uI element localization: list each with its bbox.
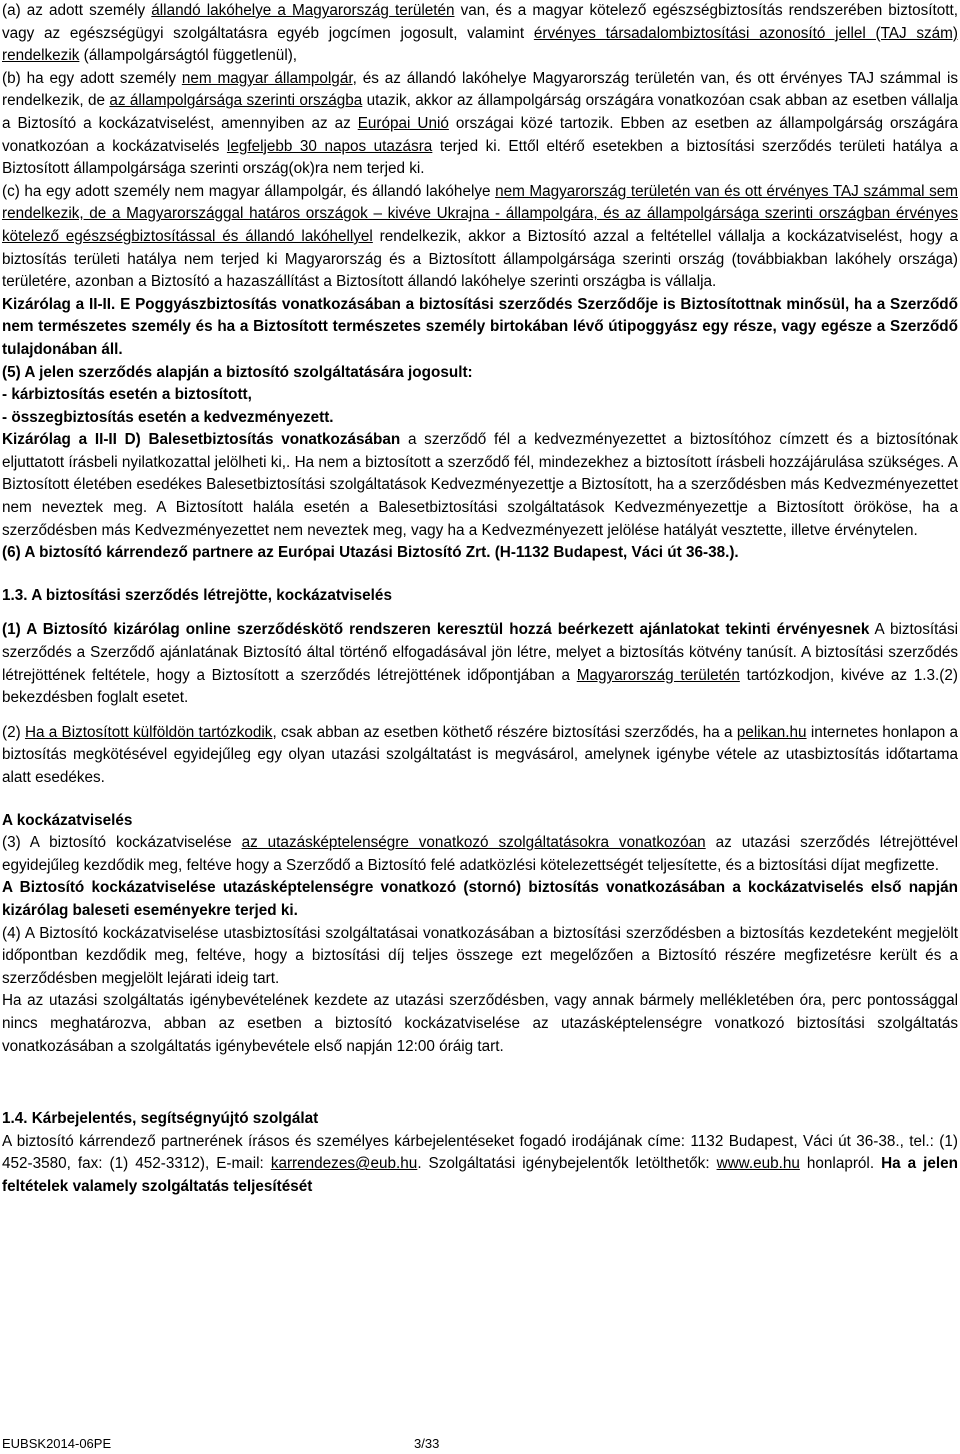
document-paragraph	[2, 0, 958, 68]
document-paragraph	[2, 585, 958, 608]
text-run: (4) A Biztosító kockázatviselése utasbiztosítási szolgáltatásai vonatkozásában a biztosítási szerződésben a biztosítás kezdeteként megjelölt időpontban kezdődik meg, feltéve, hogy a biztosítási díj teljes összege ezt megelőzően a Biztosító részére megfizetésre került és a szerződésben megjelölt lejárati ideig tart.	[2, 924, 958, 987]
document-paragraph	[2, 181, 958, 294]
underlined-text: Európai Unió	[357, 114, 449, 132]
bold-text: A Biztosító kockázatviselése utazásképtelenségre vonatkozó (stornó) biztosítás vonatkozásában a kockázatviselés első napján kizárólag baleseti eseményekre terjed ki.	[2, 879, 958, 919]
text-run: (2)	[2, 723, 25, 741]
document-paragraph	[2, 990, 958, 1058]
document-paragraph	[2, 362, 958, 385]
text-run: internetes honlapon a biztosítás megkötésével egyidejűleg egy olyan utazási szolgáltatást is megvásárol, amelynek igénybe vétele az utasbiztosítás időtartama alatt esedékes.	[2, 723, 958, 786]
document-paragraph	[2, 810, 958, 833]
bold-text: - kárbiztosítás esetén a biztosított,	[2, 386, 252, 404]
document-paragraph	[2, 722, 958, 790]
text-run: honlapról.	[799, 1155, 882, 1173]
text-run: Ha az utazási szolgáltatás igénybevételének kezdete az utazási szerződésben, vagy annak bármely mellékletében óra, perc pontossággal nincs meghatározva, abban az esetben a biztosító kockázatviselése az utazásképtelenségre vonatkozó biztosítási szolgáltatás vonatkozásában a szolgáltatás igénybevétele első napján 12:00 óráig tart.	[2, 992, 958, 1055]
underlined-text: az utazásképtelenségre vonatkozó szolgáltatásokra vonatkozóan	[241, 834, 706, 852]
text-run: (b) ha egy adott személy	[2, 69, 182, 87]
bold-text: Kizárólag a II-II. E Poggyászbiztosítás vonatkozásában a biztosítási szerződés Szerződője is Biztosítottnak minősül, ha a Szerződő nem természetes személy és ha a Biztosított természetes személy birtokában lévő útipoggyász egy része, vagy egésze a Szerződő tulajdonában áll.	[2, 295, 958, 358]
underlined-text: pelikan.hu	[736, 723, 807, 741]
text-run: , csak abban az esetben köthető részére biztosítási szerződés, ha a	[272, 723, 737, 741]
text-run: rendelkezik, akkor a Biztosító azzal a feltétellel vállalja a kockázatviselést, hogy a biztosítás területi hatálya nem terjed ki Magyarország és a Biztosított állampolgársága szerinti ország (továbbiakban lakóhely országa) területére, azonban a Biztosító a hazaszállítást a Biztosított állandó lakóhelye szerinti országba is vállalja.	[2, 227, 958, 291]
document-paragraph	[2, 1108, 958, 1131]
bold-text: - összegbiztosítás esetén a kedvezményezett.	[2, 408, 334, 426]
document-paragraph	[2, 407, 958, 430]
underlined-text: Magyarország területén	[576, 666, 740, 684]
underlined-text: állandó lakóhelye a Magyarország területén	[151, 2, 455, 19]
text-run: van, és a magyar kötelező egészségbiztosítás rendszerében biztosított, vagy az egészségügyi szolgáltatásra egyéb jogcímen jogosult, valamint	[2, 2, 959, 42]
text-run: . Szolgáltatási igénybejelentők letölthetők:	[417, 1155, 717, 1173]
document-paragraph	[2, 1131, 958, 1199]
underlined-text: legfeljebb 30 napos utazásra	[226, 137, 433, 155]
bold-text: 1.4. Kárbejelentés, segítségnyújtó szolgálat	[2, 1110, 319, 1128]
text-run: (a) az adott személy	[2, 2, 152, 19]
text-run: (3) A biztosító kockázatviselése	[2, 834, 242, 852]
bold-text: (1) A Biztosító kizárólag online szerződéskötő rendszeren keresztül hozzá beérkezett ajánlatokat tekinti érvényesnek	[2, 621, 870, 639]
document-paragraph	[2, 923, 958, 991]
text-run: tartózkodjon, kivéve az 1.3.(2) bekezdésben foglalt esetet.	[2, 666, 958, 707]
underlined-text: az állampolgársága szerinti országba	[109, 92, 363, 110]
underlined-text: nem magyar állampolgár	[181, 69, 353, 87]
text-run: terjed ki. Ettől eltérő esetekben a biztosítási szerződés területi hatálya a Biztosított állampolgársága szerinti ország(ok)ra nem terjed ki.	[2, 137, 958, 178]
text-run: országai közé tartozik. Ebben az esetben az állampolgárság országára vonatkozóan a kockázatviselés	[2, 114, 958, 155]
bold-text: 1.3. A biztosítási szerződés létrejötte, kockázatviselés	[2, 586, 392, 604]
text-run: A biztosító kárrendező partnerének írásos és személyes kárbejelentéseket fogadó irodájának címe: 1132 Budapest, Váci út 36-38., tel.: (1) 452-3580, fax: (1) 452-3312), E-mail:	[2, 1132, 958, 1173]
document-paragraph	[2, 429, 958, 542]
underlined-text: nem Magyarország területén van és ott érvényes TAJ számmal sem rendelkezik, de a Magyarországgal határos országok – kivéve Ukrajna - állampolgára, és az állampolgársága szerinti országban érvényes kötelező egészségbiztosítással és állandó lakóhellyel	[2, 182, 958, 245]
bold-text: Kizárólag a II-II D) Balesetbiztosítás vonatkozásában	[2, 431, 401, 449]
document-paragraph	[2, 619, 958, 709]
document-paragraph	[2, 877, 958, 922]
document-paragraph	[2, 294, 958, 362]
document-body	[2, 0, 958, 1199]
text-run: (c) ha egy adott személy nem magyar állampolgár, és állandó lakóhelye	[2, 182, 496, 200]
document-code: EUBSK2014-06PE	[2, 1436, 112, 1451]
text-run: utazik, akkor az állampolgárság országára vonatkozóan csak abban az esetben vállalja a Biztosító a kockázatviselést, amennyiben az az	[2, 92, 958, 132]
text-run: a szerződő fél a kedvezményezettet a biztosítóhoz címzett és a biztosítónak eljuttatott írásbeli nyilatkozattal jelölheti ki,. Ha nem a biztosított a szerződő fél, mindezekhez a biztosított írásbeli hozzájárulása szükséges. A Biztosított életében esedékes Balesetbiztosítási szolgáltatások Kedvezményezettje a Biztosított, ha a szerződésben más Kedvezményezettet nem neveztek meg. A Biztosított halála esetén a Balesetbiztosítási szolgáltatások Kedvezményezettje a Biztosított örököse, ha a szerződésben más Kedvezményezettet nem neveztek meg, vagy ha a Kedvezményezett jelölése hatályát vesztette, illetve érvénytelen.	[2, 431, 958, 539]
text-run: , és az állandó lakóhelye Magyarország területén van, és ott érvényes TAJ számmal is rendelkezik, de	[2, 69, 958, 110]
document-paragraph	[2, 542, 958, 565]
bold-text: Ha a jelen feltételek valamely szolgáltatás teljesítését	[2, 1155, 959, 1195]
document-paragraph	[2, 384, 958, 407]
bold-text: (5) A jelen szerződés alapján a biztosító szolgáltatására jogosult:	[2, 363, 473, 381]
page-number: 3/33	[414, 1436, 440, 1451]
bold-text: (6) A biztosító kárrendező partnere az Európai Utazási Biztosító Zrt. (H-1132 Budapest, Váci út 36-38.).	[2, 544, 739, 562]
underlined-text: karrendezes@eub.hu	[270, 1155, 418, 1173]
underlined-text: Ha a Biztosított külföldön tartózkodik	[24, 723, 273, 741]
bold-text: A kockázatviselés	[2, 811, 133, 829]
underlined-text: www.eub.hu	[716, 1155, 800, 1173]
underlined-text: érvényes társadalombiztosítási azonosító jellel (TAJ szám) rendelkezik	[2, 24, 958, 65]
text-run: (állampolgárságtól függetlenül),	[79, 47, 298, 65]
text-run: az utazási szerződés létrejöttével egyidejűleg kezdődik meg, feltéve hogy a Szerződő a Biztosító felé adatközlési kötelezettségét teljesítette, és a biztosítási díjat megfizette.	[2, 834, 959, 874]
document-paragraph	[2, 68, 958, 181]
text-run: A biztosítási szerződés a Szerződő ajánlatának Biztosító által történő elfogadásával jön létre, melyet a biztosítás kötvény tanúsít. A biztosítási szerződés létrejöttének feltétele, hogy a Biztosított a szerződés létrejöttének időpontjában a	[2, 621, 958, 684]
document-paragraph	[2, 832, 958, 877]
